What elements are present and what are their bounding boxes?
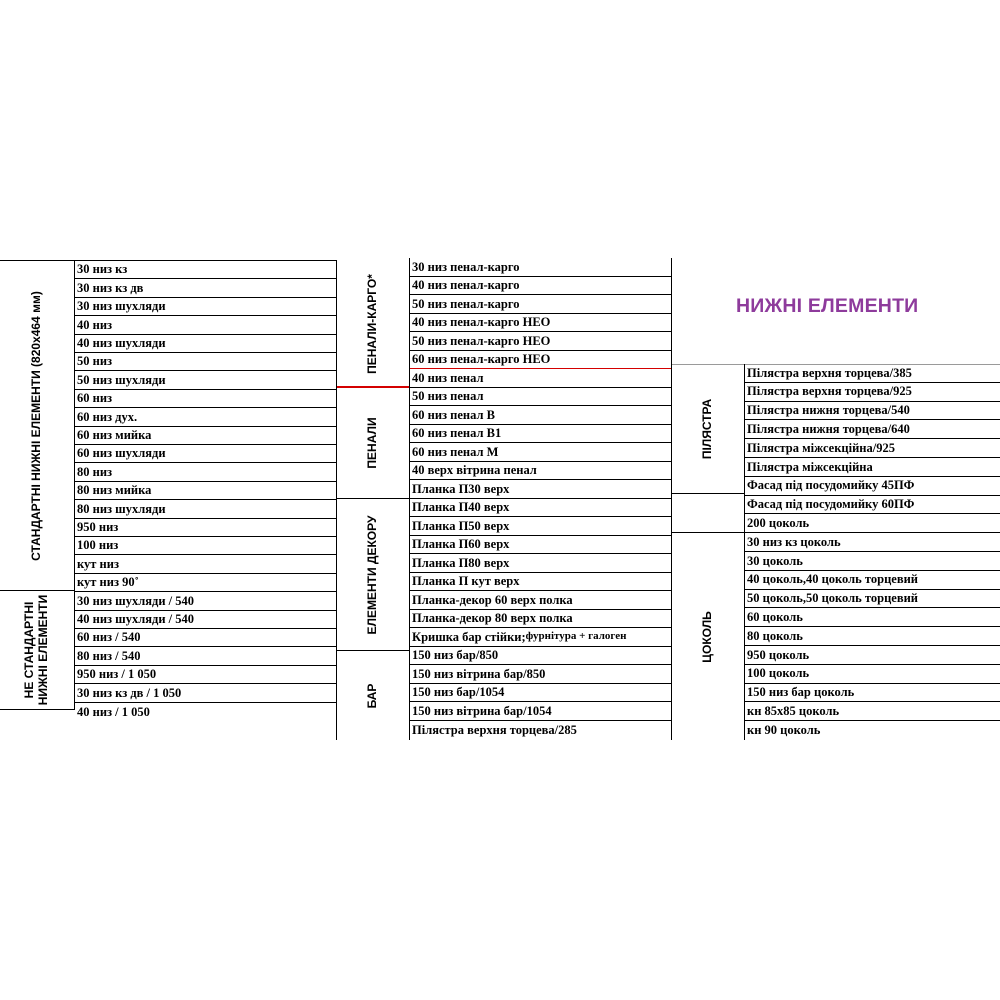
list-item: 40 низ пенал-карго <box>409 277 671 296</box>
group-nonstandard-line2: НИЖНІ ЕЛЕМЕНТИ <box>36 594 50 706</box>
group-nonstandard-line1: НЕ СТАНДАРТНІ <box>22 601 37 699</box>
group-penals <box>337 387 409 499</box>
list-item: 30 низ кз цоколь <box>744 533 1000 552</box>
group-decor <box>337 499 409 651</box>
list-item: 100 цоколь <box>744 665 1000 684</box>
list-item: Пілястра міжсекційна <box>744 458 1000 477</box>
list-item: 60 низ / 540 <box>74 629 336 647</box>
list-item: Планка П80 верх <box>409 554 671 573</box>
list-item: кн 85х85 цоколь <box>744 702 1000 721</box>
col2-list <box>409 258 671 740</box>
list-item: 60 низ шухляди <box>74 445 336 463</box>
page-title: НИЖНІ ЕЛЕМЕНТИ <box>736 295 919 317</box>
list-item: 30 низ шухляди <box>74 298 336 316</box>
list-item: 30 низ кз <box>74 261 336 279</box>
list-item: 80 низ шухляди <box>74 500 336 518</box>
list-item: 80 низ / 540 <box>74 647 336 665</box>
group-standard <box>0 260 74 590</box>
group-bar-label: БАР <box>365 683 380 708</box>
group-penal-cargo-label: ПЕНАЛИ-КАРГО* <box>365 273 380 374</box>
list-item: 200 цоколь <box>744 514 1000 533</box>
list-item: Планка-декор 80 верх полка <box>409 610 671 629</box>
list-item: Фасад під посудомийку 60ПФ <box>744 496 1000 515</box>
list-item: 40 низ пенал-карго НЕО <box>409 314 671 333</box>
list-item-label: Кришка бар стійки; <box>412 629 526 644</box>
list-item: Пілястра верхня торцева/285 <box>412 722 577 737</box>
group-bar <box>337 651 409 740</box>
col1-list <box>74 260 336 720</box>
list-item: 50 низ пенал <box>409 388 671 407</box>
list-item: 50 низ пенал-карго НЕО <box>409 332 671 351</box>
group-pilastra-label: ПІЛЯСТРА <box>700 398 715 460</box>
list-item: 30 низ кз дв <box>74 279 336 297</box>
list-item: Планка П50 верх <box>409 517 671 536</box>
list-item: 40 низ шухляди <box>74 335 336 353</box>
group-plinth-label: ЦОКОЛЬ <box>700 610 715 663</box>
list-item: 40 цоколь,40 цоколь торцевий <box>744 571 1000 590</box>
list-item: 150 низ бар цоколь <box>744 684 1000 703</box>
list-item: 60 низ пенал В <box>409 406 671 425</box>
list-item: 40 низ шухляди / 540 <box>74 611 336 629</box>
list-item: 60 низ дух. <box>74 408 336 426</box>
list-item: Планка П кут верх <box>409 573 671 592</box>
list-item: 60 низ пенал М <box>409 443 671 462</box>
list-item: 60 низ пенал В1 <box>409 425 671 444</box>
list-item: 80 низ мийка <box>74 482 336 500</box>
group-penals-label: ПЕНАЛИ <box>365 417 380 469</box>
divider <box>74 260 75 710</box>
list-item: кут низ 90˚ <box>74 574 336 592</box>
group-nonstandard-label <box>23 595 51 706</box>
list-item: 50 низ <box>74 353 336 371</box>
list-item: 950 низ <box>74 519 336 537</box>
list-item: 40 верх вітрина пенал <box>409 462 671 481</box>
list-item: 150 низ вітрина бар/1054 <box>409 702 671 721</box>
list-item: 80 цоколь <box>744 627 1000 646</box>
divider <box>337 498 409 499</box>
list-item: 60 низ мийка <box>74 427 336 445</box>
list-item: 40 низ <box>74 316 336 334</box>
list-item: 30 низ кз дв / 1 050 <box>74 684 336 702</box>
list-item: кут низ <box>74 555 336 573</box>
list-item <box>409 628 671 647</box>
divider <box>672 493 744 494</box>
list-item: 50 низ пенал-карго <box>409 295 671 314</box>
col3-list <box>744 364 1000 740</box>
divider <box>337 386 409 388</box>
group-penal-cargo <box>337 260 409 387</box>
list-item: 40 низ пенал <box>409 369 671 388</box>
list-item: Пілястра нижня торцева/540 <box>744 402 1000 421</box>
list-item: Фасад під посудомийку 45ПФ <box>744 477 1000 496</box>
list-item: Планка П40 верх <box>409 499 671 518</box>
group-pilastra <box>672 365 744 493</box>
list-item: 150 низ бар/850 <box>409 647 671 666</box>
list-item-note: фурнітура + галоген <box>525 630 627 643</box>
list-item: 40 низ / 1 050 <box>77 704 150 719</box>
list-item: Пілястра верхня торцева/385 <box>744 364 1000 383</box>
divider <box>409 258 410 740</box>
list-item: кн 90 цоколь <box>747 723 821 738</box>
list-item: 30 низ шухляди / 540 <box>74 592 336 610</box>
list-item: Пілястра нижня торцева/640 <box>744 420 1000 439</box>
list-item: Пілястра міжсекційна/925 <box>744 439 1000 458</box>
list-item: 30 низ пенал-карго <box>409 258 671 277</box>
list-item: 100 низ <box>74 537 336 555</box>
group-plinth <box>672 533 744 740</box>
list-item: Пілястра верхня торцева/925 <box>744 383 1000 402</box>
list-item: 950 цоколь <box>744 646 1000 665</box>
list-item: Планка П60 верх <box>409 536 671 555</box>
group-standard-label: СТАНДАРТНІ НИЖНІ ЕЛЕМЕНТИ (820х464 мм) <box>29 290 44 561</box>
divider <box>744 364 745 740</box>
list-item: 30 цоколь <box>744 552 1000 571</box>
list-item: 60 низ <box>74 390 336 408</box>
list-item: 50 цоколь,50 цоколь торцевий <box>744 590 1000 609</box>
divider <box>337 650 409 651</box>
list-item: Планка-декор 60 верх полка <box>409 591 671 610</box>
group-nonstandard <box>0 590 74 710</box>
list-item: 50 низ шухляди <box>74 371 336 389</box>
list-item: 60 цоколь <box>744 608 1000 627</box>
list-item: 950 низ / 1 050 <box>74 666 336 684</box>
list-item: Планка П30 верх <box>409 480 671 499</box>
list-item: 60 низ пенал-карго НЕО <box>409 351 671 370</box>
list-item: 150 низ вітрина бар/850 <box>409 665 671 684</box>
list-item: 150 низ бар/1054 <box>409 684 671 703</box>
list-item: 80 низ <box>74 463 336 481</box>
group-decor-label: ЕЛЕМЕНТИ ДЕКОРУ <box>365 515 380 635</box>
